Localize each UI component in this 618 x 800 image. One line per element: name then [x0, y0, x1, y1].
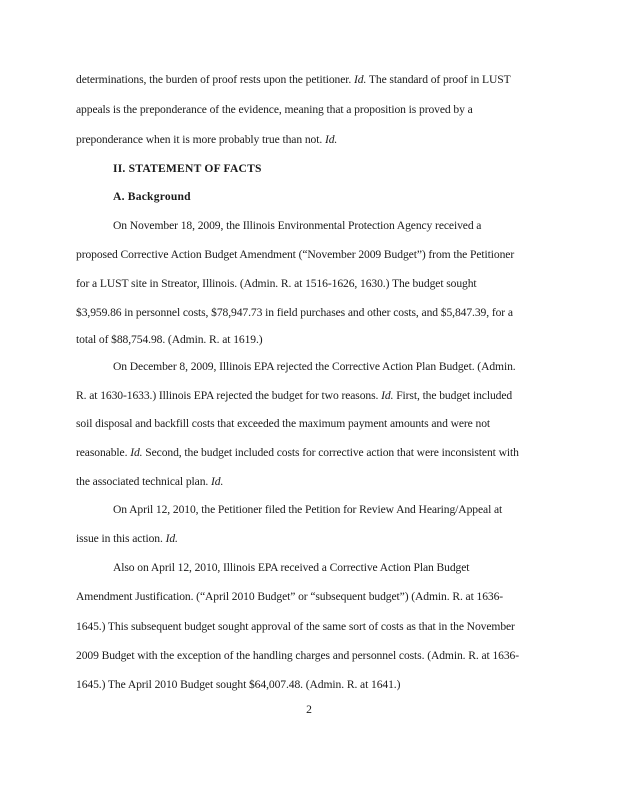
body-line: $3,959.86 in personnel costs, $78,947.73 in field purchases and other costs, and $5,847.39, for a	[76, 306, 513, 319]
body-line: On April 12, 2010, the Petitioner filed the Petition for Review And Hearing/Appeal at	[113, 503, 503, 516]
body-line: total of $88,754.98. (Admin. R. at 1619.)	[76, 333, 263, 346]
citation-id: Id.	[354, 73, 367, 86]
body-line: 1645.) This subsequent budget sought approval of the same sort of costs as that in the November	[76, 620, 515, 633]
text-run: Second, the budget included costs for corrective action that were inconsistent with	[145, 446, 519, 459]
text-run: The standard of proof in LUST	[368, 73, 511, 86]
citation-id: Id.	[165, 532, 178, 545]
body-line: Amendment Justification. (“April 2010 Budget” or “subsequent budget”) (Admin. R. at 1636-	[76, 590, 504, 603]
body-line: soil disposal and backfill costs that exceeded the maximum payment amounts and were not	[76, 417, 491, 430]
text-run: reasonable.	[76, 446, 128, 459]
body-line: proposed Corrective Action Budget Amendment (“November 2009 Budget”) from the Petitioner	[76, 248, 515, 261]
body-line	[76, 446, 519, 460]
page-number: 2	[306, 703, 312, 716]
citation-id: Id.	[324, 133, 338, 146]
text-run: the associated technical plan.	[76, 475, 209, 488]
text-run: preponderance when it is more probably true than not.	[76, 133, 323, 146]
section-heading: II. STATEMENT OF FACTS	[113, 162, 262, 175]
citation-id: Id.	[130, 446, 143, 459]
citation-id: Id.	[381, 389, 394, 402]
text-run: First, the budget included	[396, 389, 513, 402]
body-line: 2009 Budget with the exception of the handling charges and personnel costs. (Admin. R. at 1636-	[76, 649, 519, 662]
body-line	[76, 389, 512, 403]
body-line: 1645.) The April 2010 Budget sought $64,007.48. (Admin. R. at 1641.)	[76, 678, 401, 691]
body-line: On December 8, 2009, Illinois EPA rejected the Corrective Action Plan Budget. (Admin.	[113, 360, 516, 373]
body-line	[76, 532, 178, 546]
body-line	[76, 73, 511, 87]
citation-id: Id.	[211, 475, 224, 488]
text-run: issue in this action.	[76, 532, 163, 545]
body-line	[76, 475, 223, 489]
text-run: determinations, the burden of proof rests upon the petitioner.	[76, 73, 352, 86]
subsection-heading: A. Background	[113, 190, 191, 203]
body-line	[76, 133, 337, 147]
text-run: R. at 1630-1633.) Illinois EPA rejected the budget for two reasons.	[76, 389, 379, 402]
body-line: On November 18, 2009, the Illinois Environmental Protection Agency received a	[113, 219, 482, 232]
body-line: appeals is the preponderance of the evidence, meaning that a proposition is proved by a	[76, 103, 473, 116]
body-line: Also on April 12, 2010, Illinois EPA received a Corrective Action Plan Budget	[113, 561, 470, 574]
body-line: for a LUST site in Streator, Illinois. (Admin. R. at 1516-1626, 1630.) The budget sought	[76, 277, 477, 290]
